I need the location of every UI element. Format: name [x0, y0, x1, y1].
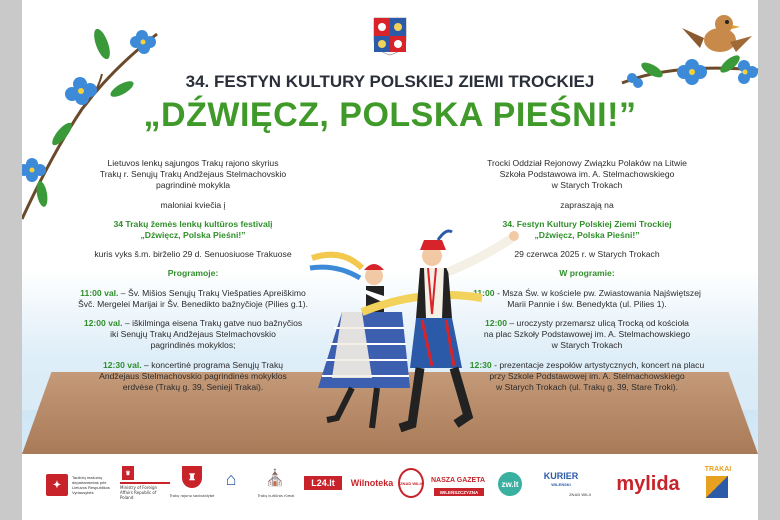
wilnoteka-logo: Wilnoteka [350, 478, 394, 488]
program-text: - prezentacje zespołów artystycznych, koncert na placu [491, 359, 705, 370]
festival-subtitle: 34. FESTYN KULTURY POLSKIEJ ZIEMI TROCKIEJ [185, 72, 595, 91]
program-text: Marii Pannie i św. Benedykta (ul. Pilies 1). [507, 298, 667, 309]
org-line: w Starych Trokach [551, 180, 623, 191]
program-label: W programie: [559, 268, 615, 279]
program-text: pagrindinės mokyklos; [150, 340, 236, 351]
trakai-culture-caption: Trakų kultūros rūmai [257, 494, 295, 498]
event-date: 29 czerwca 2025 r. w Starych Trokach [514, 249, 660, 260]
lt-department-logo: Tautinių mažumų departamentas prie Lietuvos Respublikos Vyriausybės [72, 475, 110, 495]
program-text: iki Senųjų Trakų Andžejaus Stelmachovskio [110, 329, 276, 340]
program-time: 12:00 [485, 318, 507, 329]
trakai-brand-icon [706, 476, 728, 498]
mylida-logo: mylida [616, 472, 680, 495]
program-text: na plac Szkoły Podstawowej im. A. Stelmachowskiego [483, 329, 691, 340]
flower-branch-right-icon [612, 8, 758, 93]
program-time: 12:00 val. [83, 318, 123, 329]
program-time: 11:00 val. [80, 287, 119, 298]
radio-logo: ZNAD WILII [398, 468, 424, 498]
event-date: kuris vyks š.m. birželio 29 d. Senuosiuose Trakuose [94, 249, 292, 260]
org-line: pagrindinė mokykla [155, 180, 231, 191]
program-text: – Šv. Mišios Senųjų Trakų Viešpaties Apreiškimo [118, 287, 306, 298]
program-text: - Msza Św. w kościele pw. Zwiastowania Najświętszej [494, 287, 701, 298]
program-label: Programoje: [167, 268, 219, 279]
festival-poster [22, 0, 758, 520]
festival-title: „DŹWIĘCZ, POLSKA PIEŚNI!” [143, 96, 637, 134]
program-time: 12:30 [469, 359, 492, 370]
kurier-logo: KURIER [543, 471, 579, 481]
fest-name: 34. Festyn Kultury Polskiej Ziemi Trockiej [502, 218, 672, 229]
program-text: przy Szkole Podstawowej im. A. Stelmachowskiego [489, 370, 685, 381]
znad-wilii-logo: ZNAD WILII [569, 491, 591, 497]
fest-motto: „Dźwięcz, Polska Pieśni!” [140, 230, 246, 241]
polish-eagle-icon: ♛ [122, 466, 134, 480]
invite-text: zapraszają na [560, 199, 614, 210]
zw-logo: zw.lt [498, 472, 522, 496]
org-line: Trocki Oddział Rejonowy Związku Polaków na Litwie [487, 158, 687, 168]
vytis-logo-icon: ✦ [46, 474, 68, 496]
org-line: Trakų r. Senųjų Trakų Andžejaus Stelmachovskio [99, 169, 287, 180]
program-time: 11:00 [473, 287, 495, 298]
fest-motto: „Dźwięcz, Polska Pieśni!” [534, 230, 640, 241]
lithuanian-invitation [70, 158, 316, 401]
fest-name: 34 Trakų žemės lenkų kultūros festivalį [113, 218, 273, 229]
wilenszczyzna-logo: WILEŃSZCZYZNA [434, 488, 484, 496]
sponsor-logos [22, 460, 758, 512]
pl-ministry-logo: Ministry of Foreign Affairs Republic of Poland [120, 482, 170, 502]
program-time: 12:30 val. [102, 359, 142, 370]
coat-of-arms-icon [372, 16, 408, 56]
program-text: Andžejaus Stelmachovskio pagrindinės mokyklos [99, 370, 287, 381]
invite-text: maloniai kviečia į [160, 199, 226, 210]
trakai-municipality-caption: Trakų rajono savivaldybė [169, 494, 215, 498]
trakai-coat-icon: ♜ [182, 466, 202, 488]
program-item [70, 288, 316, 310]
program-text: – iškilminga eisena Trakų gatve nuo bažnyčios [122, 318, 303, 329]
program-text: erdvėse (Trakų g. 39, Senieji Trakai). [122, 382, 264, 393]
org-line: Szkoła Podstawowa im. A. Stelmachowskiego [499, 169, 675, 180]
org-line: Lietuvos lenkų sąjungos Trakų rajono skyrius [107, 158, 279, 168]
program-item [70, 318, 316, 352]
program-text: – uroczysty przemarsz ulicą Trocką od kościoła [507, 318, 689, 329]
program-text: w Starych Trokach [551, 340, 623, 351]
folk-dancers-illustration [282, 228, 532, 438]
program-text: w Starych Trokach (ul. Trakų g. 39, Stare Troki). [496, 382, 678, 393]
kurier-subtitle: WILEŃSKI [551, 481, 571, 487]
trakai-brand-logo: TRAKAI [704, 465, 732, 473]
nasza-gazeta-logo: NASZA GAZETA [430, 476, 486, 484]
culture-house-icon: ⛪ [265, 470, 285, 487]
program-text: – koncertinė programa Senųjų Trakų [141, 359, 284, 370]
l24-logo: L24.lt [304, 476, 342, 490]
house-logo-icon: ⌂ [225, 468, 237, 489]
program-text: Švč. Mergelei Marijai ir Šv. Benedikto bažnyčioje (Pilies g.1). [77, 298, 309, 309]
program-item [70, 360, 316, 394]
